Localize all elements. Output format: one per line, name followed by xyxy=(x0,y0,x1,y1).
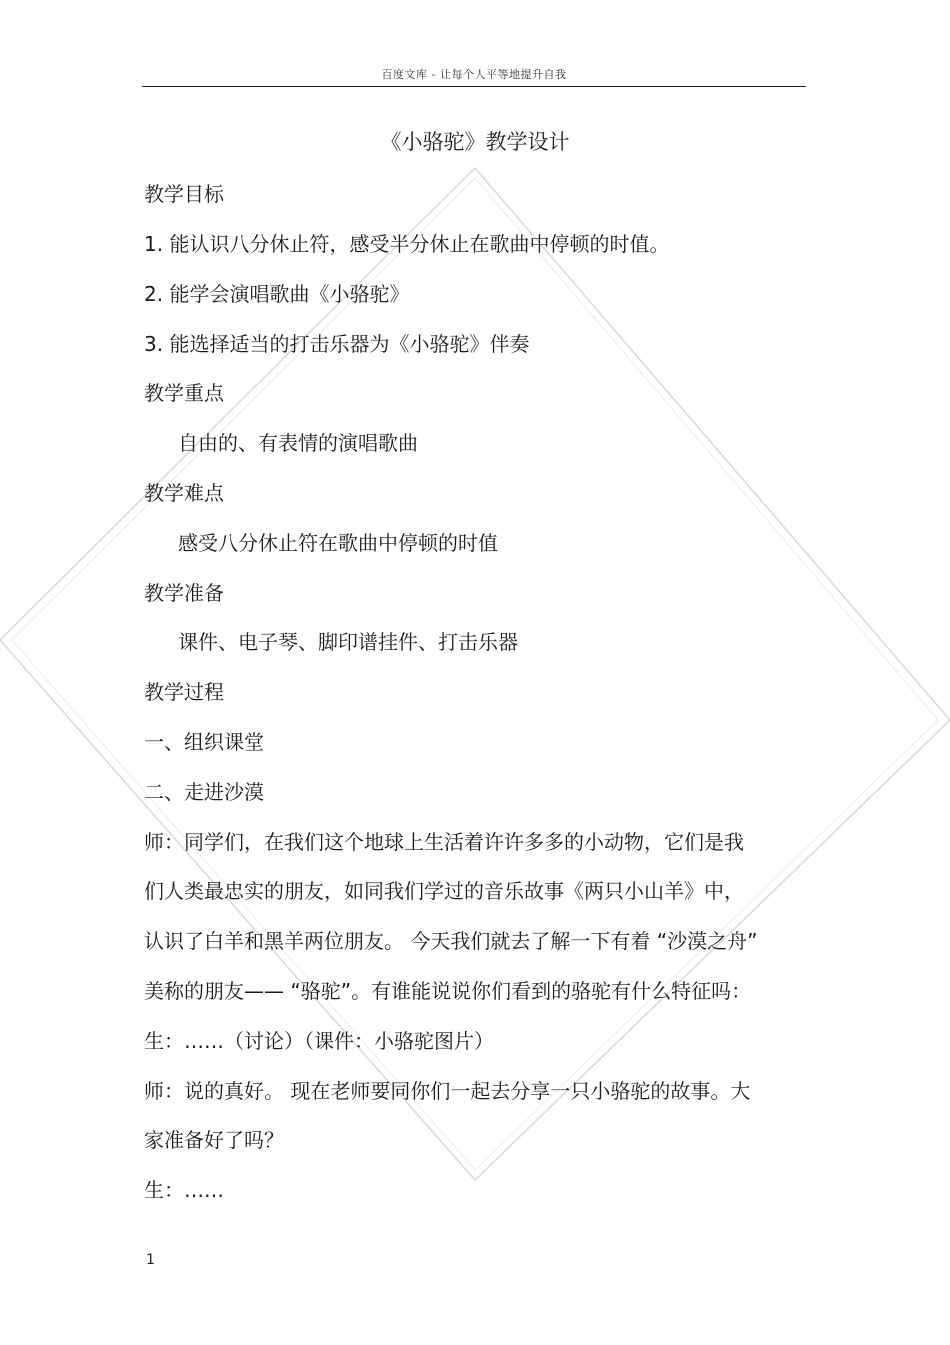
process-step-2: 二、走进沙漠 xyxy=(144,780,264,804)
page-number: 1 xyxy=(146,1252,155,1268)
dialogue-line: 师：同学们，在我们这个地球上生活着许许多多的小动物，它们是我 xyxy=(144,830,744,854)
dialogue-line: 生：…… xyxy=(144,1178,224,1202)
process-step-1: 一、组织课堂 xyxy=(144,730,264,754)
section-heading-difficulties: 教学难点 xyxy=(144,481,224,505)
document-title: 《小骆驼》教学设计 xyxy=(380,130,570,154)
header-divider xyxy=(142,86,806,87)
difficulties-text: 感受八分休止符在歌曲中停顿的时值 xyxy=(178,531,498,555)
objective-item-1: 1. 能认识八分休止符，感受半分休止在歌曲中停顿的时值。 xyxy=(144,232,670,256)
page-header: 百度文库 - 让每个人平等地提升自我 xyxy=(381,68,567,81)
dialogue-line: 师：说的真好。 现在老师要同你们一起去分享一只小骆驼的故事。大 xyxy=(144,1079,751,1103)
objective-item-3: 3. 能选择适当的打击乐器为《小骆驼》伴奏 xyxy=(144,332,530,356)
key-points-text: 自由的、有表情的演唱歌曲 xyxy=(178,431,418,455)
section-heading-process: 教学过程 xyxy=(144,680,224,704)
section-heading-preparation: 教学准备 xyxy=(144,581,224,605)
section-heading-key-points: 教学重点 xyxy=(144,381,224,405)
objective-item-2: 2. 能学会演唱歌曲《小骆驼》 xyxy=(144,282,410,306)
dialogue-line: 家准备好了吗？ xyxy=(144,1128,284,1152)
dialogue-line: 认识了白羊和黑羊两位朋友。 今天我们就去了解一下有着 “沙漠之舟” xyxy=(144,929,758,953)
dialogue-line: 生：……（讨论）（课件：小骆驼图片） xyxy=(144,1029,494,1053)
dialogue-line: 美称的朋友—— “骆驼”。有谁能说说你们看到的骆驼有什么特征吗： xyxy=(144,979,752,1003)
section-heading-objectives: 教学目标 xyxy=(144,182,224,206)
preparation-text: 课件、电子琴、脚印谱挂件、打击乐器 xyxy=(178,630,518,654)
dialogue-line: 们人类最忠实的朋友，如同我们学过的音乐故事《两只小山羊》中， xyxy=(144,879,744,903)
